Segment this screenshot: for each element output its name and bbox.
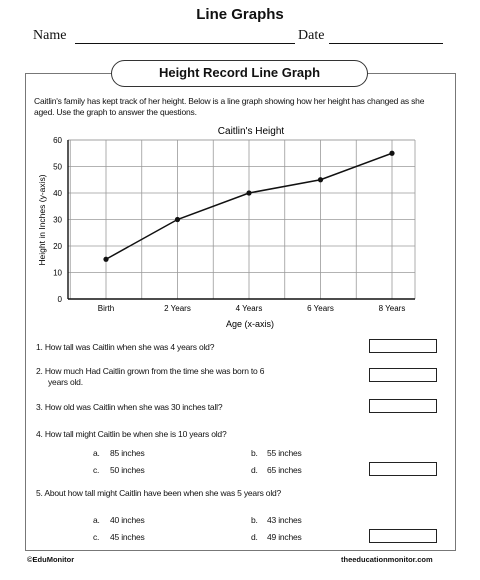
worksheet-title: Line Graphs xyxy=(196,6,284,23)
q5-option-d: 49 inches xyxy=(267,532,302,542)
question-3: 3. How old was Caitlin when she was 30 inches tall? xyxy=(36,402,223,412)
q5-option-c-letter: c. xyxy=(93,532,100,542)
data-point xyxy=(246,190,251,195)
question-2-cont: years old. xyxy=(48,377,83,387)
q4-option-c-letter: c. xyxy=(93,465,100,475)
answer-box-1[interactable] xyxy=(369,339,437,353)
x-tick-label: 8 Years xyxy=(378,304,406,313)
question-5: 5. About how tall might Caitlin have been when she was 5 years old? xyxy=(36,488,282,498)
q4-option-b: 55 inches xyxy=(267,448,302,458)
question-4: 4. How tall might Caitlin be when she is 10 years old? xyxy=(36,429,227,439)
q5-option-a: 40 inches xyxy=(110,515,145,525)
q4-option-c: 50 inches xyxy=(110,465,145,475)
y-tick-label: 10 xyxy=(53,268,62,278)
q5-option-a-letter: a. xyxy=(93,515,100,525)
footer-brand: ©EduMonitor xyxy=(27,555,75,564)
x-tick-label: Birth xyxy=(97,304,115,313)
data-point xyxy=(175,217,180,222)
answer-box-5[interactable] xyxy=(369,529,437,543)
q4-option-a: 85 inches xyxy=(110,448,145,458)
x-tick-label: 2 Years xyxy=(164,304,191,313)
answer-box-4[interactable] xyxy=(369,462,437,476)
y-tick-label: 30 xyxy=(53,215,62,225)
q4-option-d: 65 inches xyxy=(267,465,302,475)
q5-option-c: 45 inches xyxy=(110,532,145,542)
y-axis-label: Height in Inches (y-axis) xyxy=(37,174,47,266)
q4-option-d-letter: d. xyxy=(251,465,258,475)
q5-option-b-letter: b. xyxy=(251,515,258,525)
y-tick-label: 50 xyxy=(53,162,62,172)
y-axis-ticks xyxy=(53,136,62,304)
y-tick-label: 0 xyxy=(57,295,62,304)
q5-option-d-letter: d. xyxy=(251,532,258,542)
data-point xyxy=(389,151,394,156)
y-tick-label: 40 xyxy=(53,189,62,198)
data-point xyxy=(103,257,108,262)
x-tick-label: 6 Years xyxy=(307,304,334,313)
x-axis-label: Age (x-axis) xyxy=(225,319,275,329)
intro-text: Caitlin's family has kept track of her height. Below is a line graph showing how her height has changed as she aged. Use the graph to answer the questions. xyxy=(34,96,425,117)
data-point xyxy=(318,177,323,182)
y-tick-label: 60 xyxy=(53,136,62,145)
answer-box-2[interactable] xyxy=(369,368,437,382)
question-2: 2. How much Had Caitlin grown from the time she was born to 6 xyxy=(36,366,265,376)
footer-website: theeducationmonitor.com xyxy=(341,555,433,564)
name-label: Name xyxy=(33,28,67,43)
date-label: Date xyxy=(298,28,325,43)
question-1: 1. How tall was Caitlin when she was 4 years old? xyxy=(36,342,215,352)
x-tick-label: 4 Years xyxy=(235,304,263,313)
x-axis-ticks xyxy=(98,304,406,313)
y-tick-label: 20 xyxy=(53,242,62,251)
q5-option-b: 43 inches xyxy=(267,515,302,525)
q4-option-a-letter: a. xyxy=(93,448,100,458)
answer-box-3[interactable] xyxy=(369,399,437,413)
q4-option-b-letter: b. xyxy=(251,448,258,458)
chart-title: Caitlin's Height xyxy=(217,126,285,137)
section-banner: Height Record Line Graph xyxy=(111,60,368,87)
